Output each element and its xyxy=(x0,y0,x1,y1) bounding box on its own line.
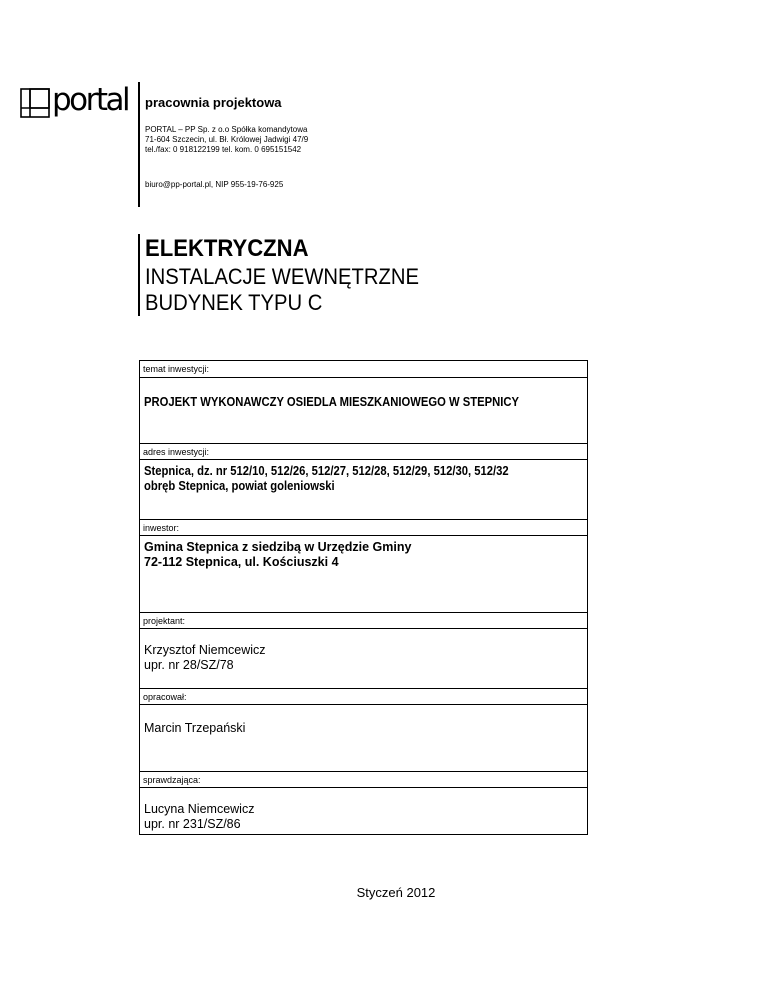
document-date: Styczeń 2012 xyxy=(356,885,436,900)
company-contact: biuro@pp-portal.pl, NIP 955-19-76-925 xyxy=(145,180,284,189)
company-phone-line: tel./fax: 0 918122199 tel. kom. 0 695151542 xyxy=(145,145,302,154)
subtitle-line: BUDYNEK TYPU C xyxy=(145,290,323,315)
prepared-label: opracował: xyxy=(140,688,587,705)
portal-logo-wordmark: portal xyxy=(52,82,129,118)
address-line: obręb Stepnica, powiat goleniowski xyxy=(144,479,335,493)
topic-label: temat inwestycji: xyxy=(140,361,587,378)
checker-value xyxy=(144,802,583,832)
address-label: adres inwestycji: xyxy=(140,443,587,460)
prepared-value: Marcin Trzepański xyxy=(144,721,246,735)
company-name-line: PORTAL – PP Sp. z o.o Spółka komandytowa xyxy=(145,125,308,134)
subtitle-line: INSTALACJE WEWNĘTRZNE xyxy=(145,264,420,289)
designer-value xyxy=(144,643,583,673)
investor-line: Gmina Stepnica z siedzibą w Urzędzie Gminy xyxy=(144,540,412,554)
investor-line: 72-112 Stepnica, ul. Kościuszki 4 xyxy=(144,555,339,569)
portal-logo-icon xyxy=(20,88,50,118)
checker-name: Lucyna Niemcewicz xyxy=(144,802,255,816)
address-value xyxy=(144,464,539,494)
document-title: ELEKTRYCZNA xyxy=(145,235,309,262)
project-info-table xyxy=(139,360,588,835)
topic-value: PROJEKT WYKONAWCZY OSIEDLA MIESZKANIOWEGO W STEPNICY xyxy=(144,395,520,409)
address-line: Stepnica, dz. nr 512/10, 512/26, 512/27, 512/28, 512/29, 512/30, 512/32 xyxy=(144,464,509,478)
investor-label: inwestor: xyxy=(140,519,587,536)
checker-label: sprawdzająca: xyxy=(140,771,587,788)
designer-license: upr. nr 28/SZ/78 xyxy=(144,658,234,672)
company-street-line: 71-604 Szczecin, ul. Bł. Królowej Jadwigi 47/9 xyxy=(145,135,309,144)
designer-label: projektant: xyxy=(140,612,587,629)
title-divider xyxy=(138,234,140,316)
designer-name: Krzysztof Niemcewicz xyxy=(144,643,266,657)
document-subtitle xyxy=(145,264,419,316)
investor-value xyxy=(144,540,583,570)
checker-license: upr. nr 231/SZ/86 xyxy=(144,817,241,831)
company-address xyxy=(145,125,308,155)
header-divider xyxy=(138,82,140,207)
company-title: pracownia projektowa xyxy=(145,95,282,110)
